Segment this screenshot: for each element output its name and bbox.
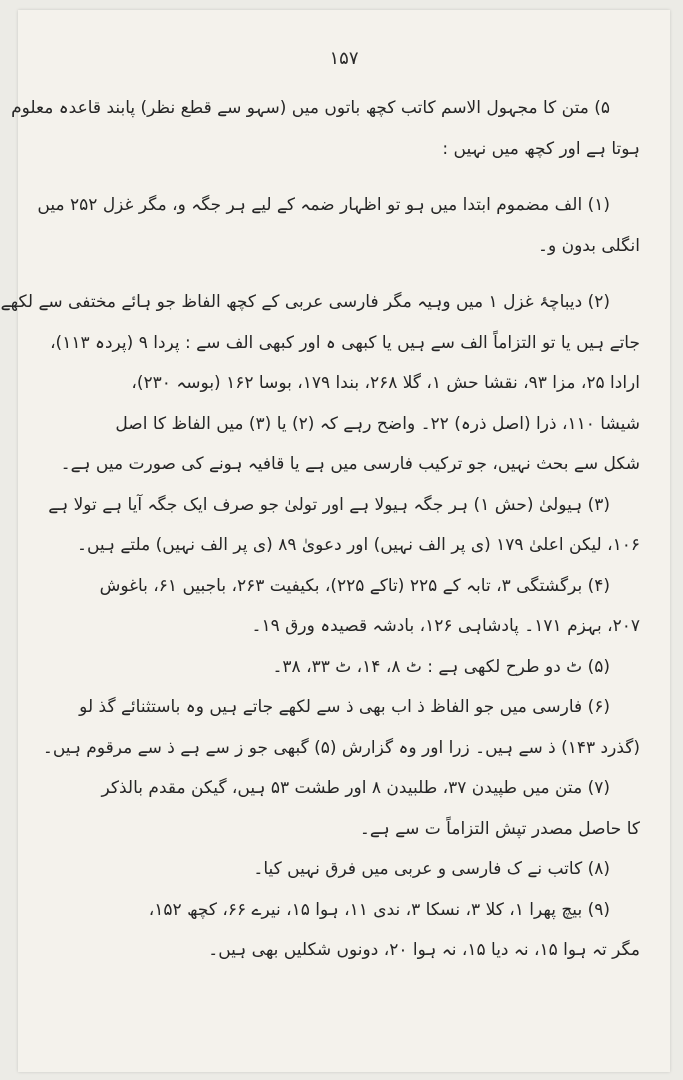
text-line: ارادا ۲۵، مزا ۹۳، نقشا حش ۱، گلا ۲۶۸، بندا ۱۷۹، بوسا ۱۶۲ (بوسہ ۲۳۰)،	[131, 373, 640, 393]
text-line: کا حاصل مصدر تپش التزاماً ت سے ہے۔	[359, 818, 640, 839]
text-line: ۲۰۷، بہزم ۱۷۱۔ پادشاہی ۱۲۶، بادشہ قصیدہ ورق ۱۹۔	[251, 616, 640, 636]
text-line: (۶) فارسی میں جو الفاظ ذ اب بھی ذ سے لکھے جاتے ہیں وہ باستثنائے گذ لو	[79, 697, 610, 717]
page-number: ۱۵۷	[329, 48, 359, 69]
text-line: (۳) ہیولیٰ (حش ۱) ہر جگہ ہیولا ہے اور تولیٰ جو صرف ایک جگہ آیا ہے تولا ہے	[48, 494, 610, 515]
text-line: انگلی بدون و۔	[538, 235, 640, 256]
text-line: جاتے ہیں یا تو التزاماً الف سے ہیں یا کبھی ہ اور کبھی الف سے : پردا ۹ (پردہ ۱۱۳)،	[50, 332, 640, 353]
text-line: ۱۰۶، لیکن اعلیٰ ۱۷۹ (ی پر الف نہیں) اور دعویٰ ۸۹ (ی پر الف نہیں) ملتے ہیں۔	[77, 535, 640, 555]
text-line: (۴) برگشتگی ۳، تابہ کے ۲۲۵ (تاکے ۲۲۵)، بکیفیت ۲۶۳، باجبیں ۶۱، باغوش	[99, 575, 610, 596]
text-line: شیشا ۱۱۰، ذرا (اصل ذرہ) ۲۲۔ واضح رہے کہ (۲) یا (۳) میں الفاظ کا اصل	[115, 413, 640, 434]
document-page	[0, 10, 670, 1072]
text-line: مگر تہ ہوا ۱۵، نہ دیا ۱۵، نہ ہوا ۲۰، دونوں شکلیں بھی ہیں۔	[208, 940, 640, 960]
text-line: (۱) الف مضموم ابتدا میں ہو تو اظہار ضمہ کے لیے ہر جگہ و، مگر غزل ۲۵۲ میں	[37, 195, 610, 215]
text-line: (۵) ٹ دو طرح لکھی ہے : ٹ ۸، ۱۴، ٹ ۳۳، ۳۸۔	[272, 656, 610, 677]
text-line: (۷) متن میں طپیدن ۳۷، طلبیدن ۸ اور طشت ۵۳ ہیں، گیکن مقدم بالذکر	[101, 778, 610, 798]
text-line: (گذرد ۱۴۳) ذ سے ہیں۔ زرا اور وہ گزارش (۵) گبھی جو ز سے ہے ذ سے مرقوم ہیں۔	[42, 737, 640, 758]
text-line: ۵) متن کا مجہول الاسم کاتب کچھ باتوں میں (سہو سے قطع نظر) پابند قاعدہ معلوم	[11, 98, 610, 118]
text-line: (۸) کاتب نے ک فارسی و عربی میں فرق نہیں کیا۔	[253, 859, 610, 879]
text-line: (۲) دیباچۂ غزل ۱ میں وہیہ مگر فارسی عربی کے کچھ الفاظ جو ہائے مختفی سے لکھے	[0, 292, 610, 312]
text-body	[0, 88, 640, 971]
text-line: ہوتا ہے اور کچھ میں نہیں :	[442, 138, 640, 159]
text-line: شکل سے بحث نہیں، جو ترکیب فارسی میں ہے یا قافیہ ہونے کی صورت میں ہے۔	[60, 454, 640, 474]
text-line: (۹) بیچ پھرا ۱، کلا ۳، نسکا ۳، ندی ۱۱، ہوا ۱۵، نیرے ۶۶، کچھ ۱۵۲،	[148, 899, 610, 920]
